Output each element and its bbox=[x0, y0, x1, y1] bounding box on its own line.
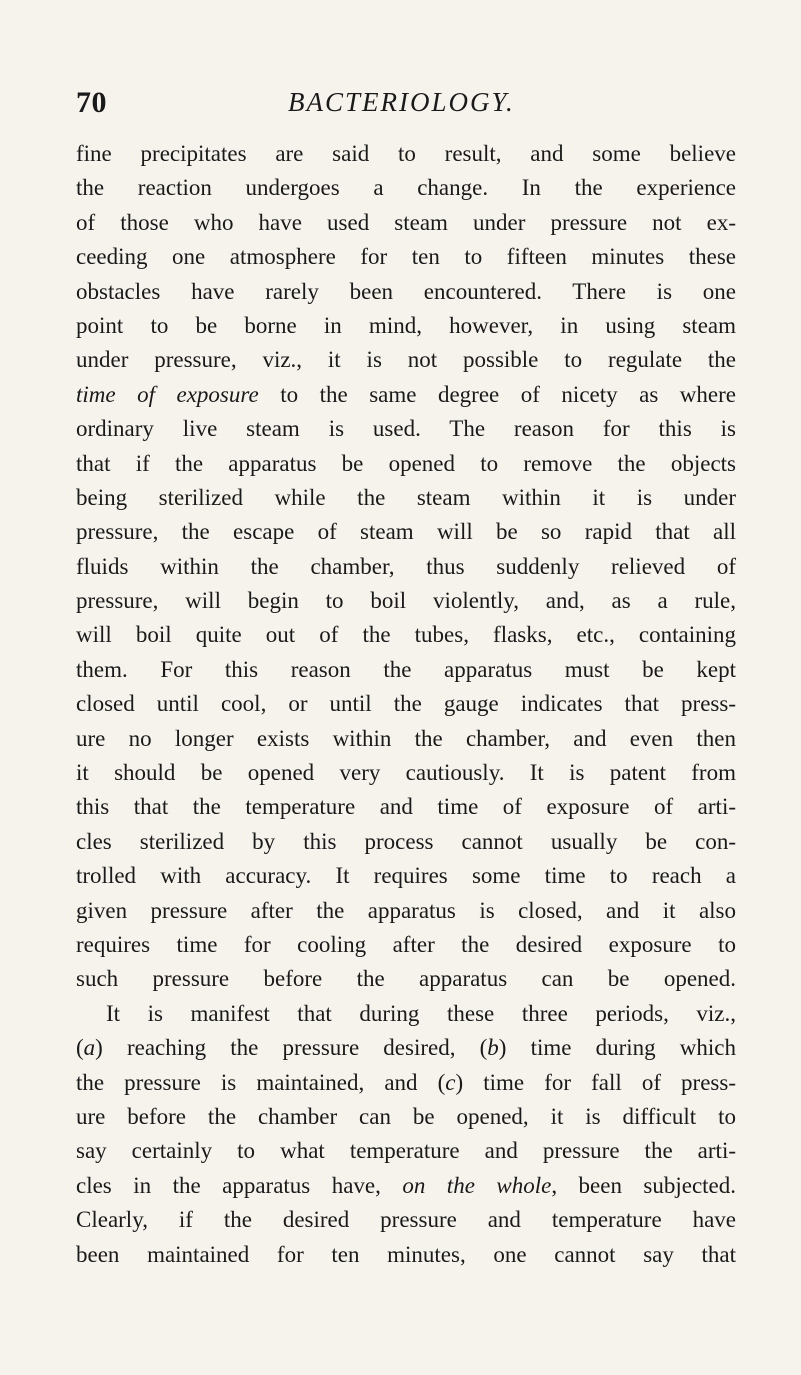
text-run: ) time for fall of press- bbox=[455, 1069, 736, 1095]
text-run: being sterilized while the steam within it is under bbox=[76, 484, 736, 510]
text-line bbox=[76, 171, 736, 205]
text-run: pressure, will begin to boil violently, and, as a rule, bbox=[76, 588, 736, 614]
text-line bbox=[76, 412, 736, 446]
page-header bbox=[76, 86, 736, 126]
running-title: BACTERIOLOGY. bbox=[288, 87, 515, 117]
text-run: say certainly to what temperature and pressure the arti- bbox=[76, 1138, 736, 1164]
text-run: this that the temperature and time of exposure of arti- bbox=[76, 794, 736, 820]
text-run: ceeding one atmosphere for ten to fifteen minutes these bbox=[76, 244, 736, 270]
text-run: Clearly, if the desired pressure and temperature have bbox=[76, 1207, 736, 1233]
text-run: cles sterilized by this process cannot usually be con- bbox=[76, 828, 736, 854]
text-run: the pressure is maintained, and ( bbox=[76, 1069, 446, 1095]
text-line bbox=[76, 584, 736, 618]
text-line bbox=[76, 618, 736, 652]
text-line bbox=[76, 1238, 736, 1272]
text-line bbox=[76, 550, 736, 584]
text-line bbox=[76, 894, 736, 928]
text-run: of those who have used steam under pressure not ex- bbox=[76, 209, 736, 235]
text-run: it should be opened very cautiously. It is patent from bbox=[76, 760, 736, 786]
text-line bbox=[76, 962, 736, 996]
text-line bbox=[76, 997, 736, 1031]
text-run: cles in the apparatus have, bbox=[76, 1172, 403, 1198]
italic-phrase: on the whole bbox=[402, 1172, 552, 1198]
text-run: fine precipitates are said to result, and some believe bbox=[76, 141, 736, 166]
text-line bbox=[76, 859, 736, 893]
text-run: obstacles have rarely been encountered. There is one bbox=[76, 278, 736, 304]
text-run: them. For this reason the apparatus must be kept bbox=[76, 656, 736, 682]
text-line bbox=[76, 928, 736, 962]
text-run: ure no longer exists within the chamber, and even then bbox=[76, 725, 736, 751]
text-line bbox=[76, 825, 736, 859]
text-line bbox=[76, 756, 736, 790]
text-line bbox=[76, 447, 736, 481]
text-run: closed until cool, or until the gauge indicates that press- bbox=[76, 691, 736, 717]
text-line bbox=[76, 240, 736, 274]
text-run: ) time during which bbox=[498, 1035, 736, 1061]
text-line bbox=[76, 1100, 736, 1134]
text-line bbox=[76, 722, 736, 756]
text-run: pressure, the escape of steam will be so rapid that all bbox=[76, 519, 736, 545]
text-run: ( bbox=[76, 1035, 84, 1061]
text-run: point to be borne in mind, however, in using steam bbox=[76, 312, 736, 338]
text-run: ordinary live steam is used. The reason for this is bbox=[76, 416, 736, 442]
text-run: It is manifest that during these three periods, viz., bbox=[106, 1000, 736, 1026]
text-line bbox=[76, 515, 736, 549]
text-run: been maintained for ten minutes, one cannot say that bbox=[76, 1241, 736, 1267]
italic-phrase: b bbox=[487, 1035, 499, 1061]
text-line bbox=[76, 790, 736, 824]
text-line bbox=[76, 687, 736, 721]
text-line bbox=[76, 1031, 736, 1065]
italic-phrase: c bbox=[445, 1069, 456, 1095]
text-line bbox=[76, 653, 736, 687]
text-line bbox=[76, 481, 736, 515]
text-line bbox=[76, 1169, 736, 1203]
italic-phrase: a bbox=[83, 1035, 96, 1061]
text-run: trolled with accuracy. It requires some time to reach a bbox=[76, 863, 736, 889]
text-line bbox=[76, 378, 736, 412]
text-run: such pressure before the apparatus can be opened. bbox=[76, 966, 736, 992]
body-text bbox=[76, 137, 736, 1272]
text-run: the reaction undergoes a change. In the experience bbox=[76, 175, 736, 201]
text-line bbox=[76, 1066, 736, 1100]
text-line bbox=[76, 1203, 736, 1237]
text-run: requires time for cooling after the desired exposure to bbox=[76, 931, 736, 957]
text-line bbox=[76, 1134, 736, 1168]
text-line bbox=[76, 137, 736, 171]
text-run: , been subjected. bbox=[551, 1172, 737, 1198]
text-line bbox=[76, 309, 736, 343]
text-run: given pressure after the apparatus is closed, and it also bbox=[76, 897, 736, 923]
text-line bbox=[76, 343, 736, 377]
text-run: to the same degree of nicety as where bbox=[258, 381, 736, 407]
italic-phrase: time of exposure bbox=[76, 381, 259, 407]
text-run: ) reaching the pressure desired, ( bbox=[95, 1035, 488, 1061]
text-run: fluids within the chamber, thus suddenly relieved of bbox=[76, 553, 736, 579]
text-run: will boil quite out of the tubes, flasks, etc., containing bbox=[76, 622, 736, 648]
text-line bbox=[76, 206, 736, 240]
text-run: ure before the chamber can be opened, it is difficult to bbox=[76, 1103, 736, 1129]
text-run: under pressure, viz., it is not possible to regulate the bbox=[76, 347, 736, 373]
text-run: that if the apparatus be opened to remove the objects bbox=[76, 450, 736, 476]
text-line bbox=[76, 275, 736, 309]
page-number: 70 bbox=[76, 86, 107, 119]
